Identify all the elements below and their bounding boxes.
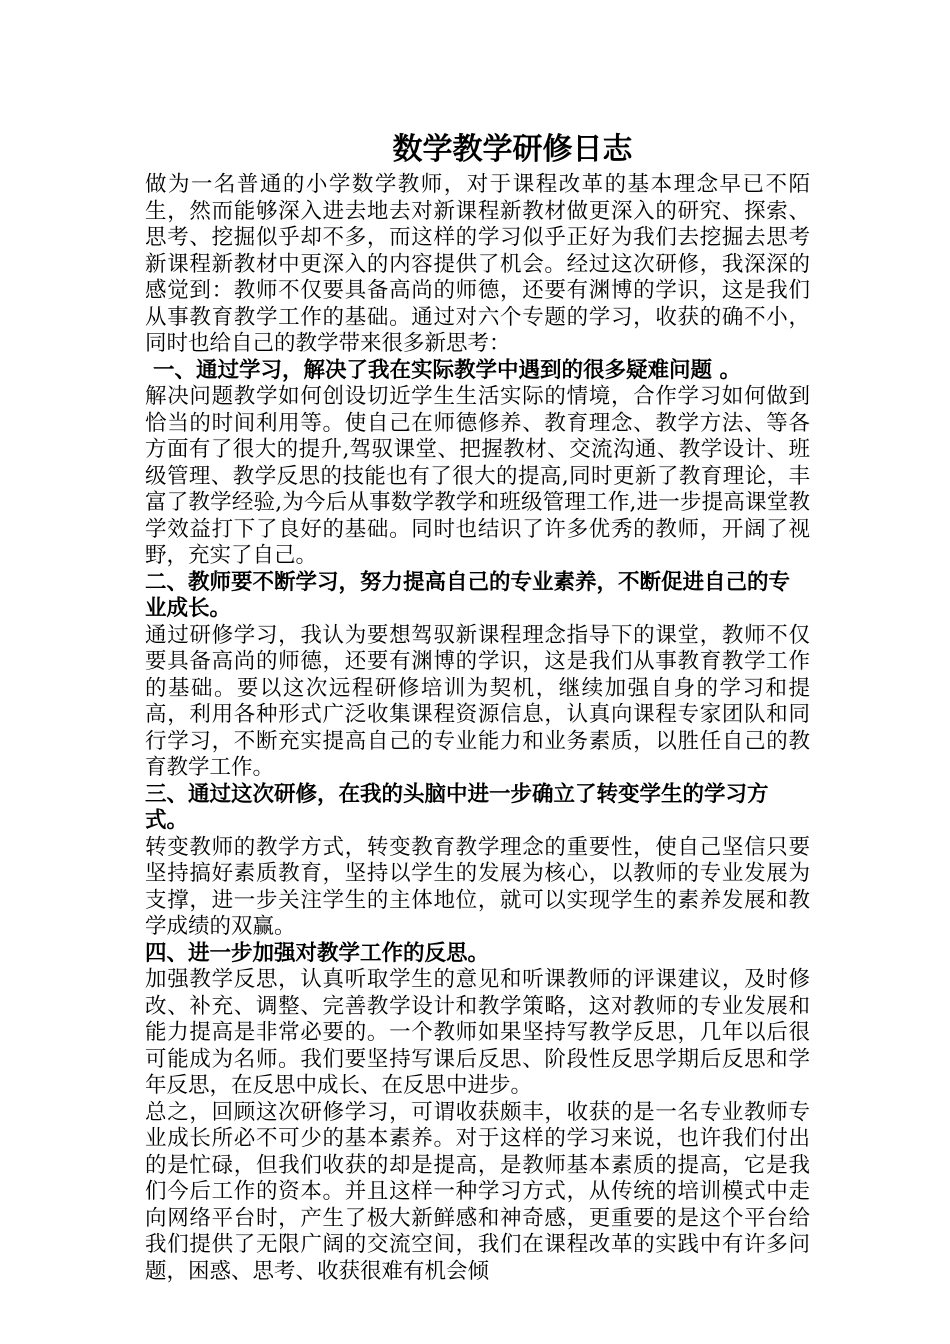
section-3-heading: 三、通过这次研修，在我的头脑中进一步确立了转变学生的学习方式。 <box>145 781 769 833</box>
section-2-heading: 二、教师要不断学习，努力提高自己的专业素养，不断促进自己的专业成长。 <box>145 569 791 621</box>
section-2-body: 通过研修学习，我认为要想驾驭新课程理念指导下的课堂，教师不仅要具备高尚的师德，还要有渊博的学识，这是我们从事教育教学工作的基础。要以这次远程研修培训为契机，继续加强自身的学习和提高，利用各种形式广泛收集课程资源信息，认真向课程专家团队和同行学习，不断充实提高自己的专业能力和业务素质，以胜任自己的教育教学工作。 <box>145 622 810 780</box>
intro-paragraph: 做为一名普通的小学数学教师，对于课程改革的基本理念早已不陌生，然而能够深入进去地去对新课程新教材做更深入的研究、探索、思考、挖掘似乎却不多，而这样的学习似乎正好为我们去挖掘去思考新课程新教材中更深入的内容提供了机会。经过这次研修，我深深的感觉到：教师不仅要具备高尚的师德，还要有渊博的学识，这是我们从事教育教学工作的基础。通过对六个专题的学习，收获的确不小，同时也给自己的教学带来很多新思考： <box>145 172 810 356</box>
document-page <box>145 128 810 1285</box>
page-title: 数学教学研修日志 <box>392 132 633 167</box>
section-4-heading: 四、进一步加强对教学工作的反思。 <box>145 940 490 966</box>
section-4-body: 加强教学反思，认真听取学生的意见和听课教师的评课建议，及时修改、补充、调整、完善教学设计和教学策略，这对教师的专业发展和能力提高是非常必要的。一个教师如果坚持写教学反思，几年以后很可能成为名师。我们要坚持写课后反思、阶段性反思学期后反思和学年反思，在反思中成长、在反思中进步。 <box>145 967 810 1098</box>
section-1-body: 解决问题教学如何创设切近学生生活实际的情境，合作学习如何做到恰当的时间利用等。使自己在师德修养、教育理念、教学方法、等各方面有了很大的提升,驾驭课堂、把握教材、交流沟通、教学设计、班级管理、教学反思的技能也有了很大的提高,同时更新了教育理论，丰富了教学经验,为今后从事数学教学和班级管理工作,进一步提高课堂教学效益打下了良好的基础。同时也结识了许多优秀的教师，开阔了视野，充实了自己。 <box>145 384 810 568</box>
conclusion-paragraph: 总之，回顾这次研修学习，可谓收获颇丰，收获的是一名专业教师专业成长所必不可少的基本素养。对于这样的学习来说，也许我们付出的是忙碌，但我们收获的却是提高，是教师基本素质的提高，它是我们今后工作的资本。并且这样一种学习方式，从传统的培训模式中走向网络平台时，产生了极大新鲜感和神奇感，更重要的是这个平台给我们提供了无限广阔的交流空间，我们在课程改革的实践中有许多问题，困惑、思考、收获很难有机会倾 <box>145 1099 810 1284</box>
section-3-body: 转变教师的教学方式，转变教育教学理念的重要性，使自己坚信只要坚持搞好素质教育，坚持以学生的发展为核心，以教师的专业发展为支撑，进一步关注学生的主体地位，就可以实现学生的素养发展和教学成绩的双赢。 <box>145 834 810 939</box>
section-1-heading: 一、通过学习，解决了我在实际教学中遇到的很多疑难问题 。 <box>153 357 741 383</box>
